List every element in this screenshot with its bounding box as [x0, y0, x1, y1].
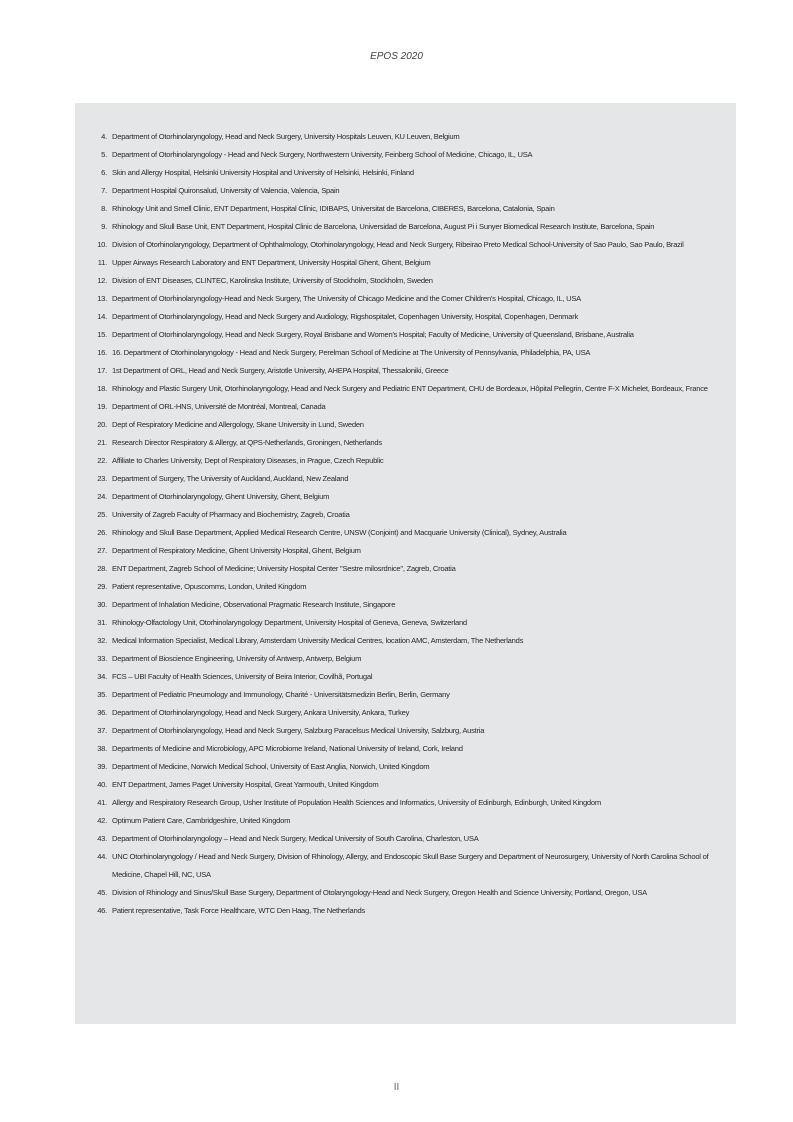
affiliation-item	[75, 884, 736, 902]
affiliation-item	[75, 362, 736, 380]
affiliation-text: Department of Pediatric Pneumology and Immunology, Charité - Universitätsmedizin Berlin, Berlin, Germany	[112, 690, 450, 699]
affiliation-number: 6.	[101, 168, 107, 177]
affiliation-item	[75, 326, 736, 344]
affiliation-text: Department Hospital Quironsalud, University of Valencia, Valencia, Spain	[112, 186, 340, 195]
affiliation-item	[75, 164, 736, 182]
affiliation-item	[75, 434, 736, 452]
affiliation-number: 27.	[97, 546, 107, 555]
affiliation-text: FCS – UBI Faculty of Health Sciences, University of Beira Interior, Covilhã, Portugal	[112, 672, 373, 681]
affiliation-text: Division of ENT Diseases, CLINTEC, Karolinska Institute, University of Stockholm, Stockholm, Sweden	[112, 276, 433, 285]
affiliation-item	[75, 524, 736, 542]
affiliation-number: 14.	[97, 312, 107, 321]
affiliation-text: Allergy and Respiratory Research Group, Usher Institute of Population Health Sciences and Informatics, University of Edinburgh, Edinburgh, United Kingdom	[112, 798, 601, 807]
affiliation-item	[75, 560, 736, 578]
affiliation-number: 30.	[97, 600, 107, 609]
affiliation-text: Patient representative, Opuscomms, London, United Kingdom	[112, 582, 307, 591]
affiliation-item	[75, 398, 736, 416]
affiliation-number: 23.	[97, 474, 107, 483]
affiliation-text: Rhinology and Skull Base Unit, ENT Department, Hospital Clinic de Barcelona, Universidad de Barcelona, August Pi i Sunyer Biomedical Research Institute, Barcelona, Spain	[112, 222, 655, 231]
affiliation-number: 32.	[97, 636, 107, 645]
affiliation-number: 45.	[97, 888, 107, 897]
affiliation-text: Dept of Respiratory Medicine and Allergology, Skane University in Lund, Sweden	[112, 420, 364, 429]
affiliation-text: Rhinology Unit and Smell Clinic, ENT Department, Hospital Clínic, IDIBAPS, Universitat de Barcelona, CIBERES, Barcelona, Catalonia, Spain	[112, 204, 555, 213]
affiliation-text: Department of Respiratory Medicine, Ghent University Hospital, Ghent, Belgium	[112, 546, 361, 555]
affiliation-number: 10.	[97, 240, 107, 249]
affiliation-number: 4.	[101, 132, 107, 141]
affiliation-item	[75, 848, 736, 884]
affiliation-text: Optimum Patient Care, Cambridgeshire, United Kingdom	[112, 816, 291, 825]
affiliation-item	[75, 308, 736, 326]
affiliation-item	[75, 578, 736, 596]
affiliation-number: 24.	[97, 492, 107, 501]
affiliation-item	[75, 614, 736, 632]
affiliation-item	[75, 128, 736, 146]
affiliation-item	[75, 830, 736, 848]
affiliation-number: 44.	[97, 852, 107, 861]
affiliation-number: 17.	[97, 366, 107, 375]
affiliation-text: Patient representative, Task Force Healthcare, WTC Den Haag, The Netherlands	[112, 906, 365, 915]
affiliation-number: 20.	[97, 420, 107, 429]
affiliation-text: Department of Surgery, The University of Auckland, Auckland, New Zealand	[112, 474, 349, 483]
affiliation-text: Department of Otorhinolaryngology-Head and Neck Surgery, The University of Chicago Medicine and the Comer Children's Hospital, Chicago, IL, USA	[112, 294, 581, 303]
affiliation-number: 31.	[97, 618, 107, 627]
affiliation-number: 28.	[97, 564, 107, 573]
affiliation-item	[75, 272, 736, 290]
affiliation-item	[75, 380, 736, 398]
affiliation-number: 13.	[97, 294, 107, 303]
affiliation-number: 37.	[97, 726, 107, 735]
affiliation-item	[75, 416, 736, 434]
affiliation-item	[75, 902, 736, 920]
affiliation-text: University of Zagreb Faculty of Pharmacy and Biochemistry, Zagreb, Croatia	[112, 510, 350, 519]
affiliation-number: 34.	[97, 672, 107, 681]
affiliation-text: Department of Otorhinolaryngology, Ghent University, Ghent, Belgium	[112, 492, 330, 501]
affiliation-text: Department of Otorhinolaryngology, Head and Neck Surgery, Salzburg Paracelsus Medical University, Salzburg, Austria	[112, 726, 485, 735]
affiliation-text: ENT Department, Zagreb School of Medicine; University Hospital Center "Sestre milosrdnice", Zagreb, Croatia	[112, 564, 456, 573]
affiliation-item	[75, 236, 736, 254]
affiliation-text: Department of Otorhinolaryngology, Head and Neck Surgery and Audiology, Rigshospitalet, Copenhagen University, Hospital, Copenhagen, Denmark	[112, 312, 579, 321]
affiliation-item	[75, 650, 736, 668]
affiliation-item	[75, 290, 736, 308]
affiliation-item	[75, 758, 736, 776]
affiliation-text: Division of Rhinology and Sinus/Skull Base Surgery, Department of Otolaryngology-Head and Neck Surgery, Oregon Health and Science University, Portland, Oregon, USA	[112, 888, 647, 897]
affiliation-item	[75, 452, 736, 470]
affiliation-item	[75, 218, 736, 236]
affiliation-text: UNC Otorhinolaryngology / Head and Neck Surgery, Division of Rhinology, Allergy, and Endoscopic Skull Base Surgery and Department of Neurosurgery, University of North Carolina School of Medicine, Chapel Hill, NC, USA	[112, 852, 709, 879]
affiliation-text: Department of Bioscience Engineering, University of Antwerp, Antwerp, Belgium	[112, 654, 362, 663]
affiliation-text: Department of Otorhinolaryngology – Head and Neck Surgery, Medical University of South Carolina, Charleston, USA	[112, 834, 479, 843]
affiliation-text: Department of Inhalation Medicine, Observational Pragmatic Research Institute, Singapore	[112, 600, 396, 609]
affiliation-number: 26.	[97, 528, 107, 537]
running-header: EPOS 2020	[370, 51, 423, 62]
affiliation-item	[75, 488, 736, 506]
affiliation-number: 33.	[97, 654, 107, 663]
affiliation-number: 46.	[97, 906, 107, 915]
affiliation-item	[75, 200, 736, 218]
affiliation-number: 25.	[97, 510, 107, 519]
affiliation-number: 43.	[97, 834, 107, 843]
affiliation-number: 22.	[97, 456, 107, 465]
affiliation-number: 12.	[97, 276, 107, 285]
affiliation-number: 7.	[101, 186, 107, 195]
affiliation-text: Medical Information Specialist, Medical Library, Amsterdam University Medical Centres, location AMC, Amsterdam, The Netherlands	[112, 636, 524, 645]
affiliations-panel	[75, 103, 736, 1024]
affiliation-item	[75, 722, 736, 740]
affiliation-text: Department of Otorhinolaryngology, Head and Neck Surgery, Royal Brisbane and Women's Hospital; Faculty of Medicine, University of Queensland, Brisbane, Australia	[112, 330, 634, 339]
affiliation-number: 8.	[101, 204, 107, 213]
affiliation-text: Upper Airways Research Laboratory and ENT Department, University Hospital Ghent, Ghent, Belgium	[112, 258, 431, 267]
affiliation-number: 40.	[97, 780, 107, 789]
affiliation-number: 42.	[97, 816, 107, 825]
affiliation-number: 15.	[97, 330, 107, 339]
affiliation-item	[75, 686, 736, 704]
affiliation-text: Research Director Respiratory & Allergy, at QPS-Netherlands, Groningen, Netherlands	[112, 438, 382, 447]
affiliation-number: 39.	[97, 762, 107, 771]
affiliation-text: Department of Medicine, Norwich Medical School, University of East Anglia, Norwich, United Kingdom	[112, 762, 430, 771]
affiliation-text: Department of ORL-HNS, Université de Montréal, Montreal, Canada	[112, 402, 326, 411]
affiliation-number: 36.	[97, 708, 107, 717]
affiliation-number: 18.	[97, 384, 107, 393]
affiliation-number: 35.	[97, 690, 107, 699]
affiliation-text: Skin and Allergy Hospital, Helsinki University Hospital and University of Helsinki, Helsinki, Finland	[112, 168, 414, 177]
affiliation-number: 9.	[101, 222, 107, 231]
affiliation-item	[75, 470, 736, 488]
affiliation-number: 11.	[97, 258, 107, 267]
affiliation-item	[75, 794, 736, 812]
affiliation-item	[75, 704, 736, 722]
affiliation-text: Affiliate to Charles University, Dept of Respiratory Diseases, in Prague, Czech Republic	[112, 456, 384, 465]
affiliation-number: 5.	[101, 150, 107, 159]
affiliation-item	[75, 506, 736, 524]
affiliation-item	[75, 632, 736, 650]
affiliation-text: ENT Department, James Paget University Hospital, Great Yarmouth, United Kingdom	[112, 780, 379, 789]
affiliation-text: Rhinology and Skull Base Department, Applied Medical Research Centre, UNSW (Conjoint) and Macquarie University (Clinical), Sydney, Australia	[112, 528, 567, 537]
affiliation-item	[75, 542, 736, 560]
affiliation-item	[75, 668, 736, 686]
affiliation-item	[75, 740, 736, 758]
affiliation-text: Division of Otorhinolaryngology, Department of Ophthalmology, Otorhinolaryngology, Head and Neck Surgery, Ribeirao Preto Medical School-University of Sao Paulo, Sao Paulo, Brazil	[112, 240, 684, 249]
page-number: II	[393, 1082, 400, 1093]
affiliation-number: 16.	[97, 348, 107, 357]
affiliation-item	[75, 254, 736, 272]
affiliation-text: Department of Otorhinolaryngology - Head and Neck Surgery, Northwestern University, Feinberg School of Medicine, Chicago, IL, USA	[112, 150, 533, 159]
affiliations-list	[75, 128, 736, 920]
affiliation-item	[75, 776, 736, 794]
affiliation-text: Department of Otorhinolaryngology, Head and Neck Surgery, University Hospitals Leuven, KU Leuven, Belgium	[112, 132, 460, 141]
affiliation-number: 29.	[97, 582, 107, 591]
affiliation-text: Departments of Medicine and Microbiology, APC Microbiome Ireland, National University of Ireland, Cork, Ireland	[112, 744, 463, 753]
affiliation-number: 41.	[97, 798, 107, 807]
affiliation-number: 19.	[97, 402, 107, 411]
affiliation-text: Department of Otorhinolaryngology, Head and Neck Surgery, Ankara University, Ankara, Turkey	[112, 708, 410, 717]
affiliation-number: 38.	[97, 744, 107, 753]
affiliation-text: 16. Department of Otorhinolaryngology - Head and Neck Surgery, Perelman School of Medicine at The University of Pennsylvania, Philadelphia, PA, USA	[112, 348, 591, 357]
affiliation-item	[75, 146, 736, 164]
affiliation-text: Rhinology and Plastic Surgery Unit, Otorhinolaryngology, Head and Neck Surgery and Pediatric ENT Department, CHU de Bordeaux, Hôpital Pellegrin, Centre F-X Michelet, Bordeaux, France	[112, 384, 708, 393]
affiliation-text: 1st Department of ORL, Head and Neck Surgery, Aristotle University, AHEPA Hospital, Thessaloniki, Greece	[112, 366, 449, 375]
affiliation-item	[75, 812, 736, 830]
affiliation-text: Rhinology-Olfactology Unit, Otorhinolaryngology Department, University Hospital of Geneva, Geneva, Switzerland	[112, 618, 467, 627]
affiliation-item	[75, 182, 736, 200]
affiliation-item	[75, 596, 736, 614]
affiliation-item	[75, 344, 736, 362]
affiliation-number: 21.	[97, 438, 107, 447]
